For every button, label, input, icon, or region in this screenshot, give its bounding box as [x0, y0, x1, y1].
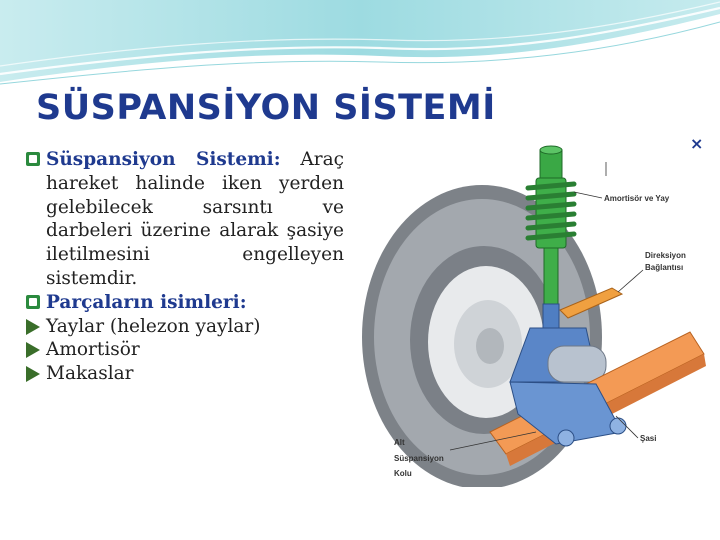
parts-heading-paragraph	[26, 291, 344, 315]
label-alt: Alt	[394, 438, 405, 447]
close-icon[interactable]: ×	[690, 134, 704, 153]
label-baglantisi: Bağlantısı	[645, 263, 684, 272]
label-suspansiyon: Süspansiyon	[394, 454, 444, 463]
definition-text: Araç hareket halinde iken yerden gelebilecek sarsıntı ve darbeleri üzerine alarak şasiye iletilmesini engelleyen sistemdir.	[46, 149, 344, 289]
square-bullet-icon	[26, 295, 40, 309]
label-amortisor-ve-yay: Amortisör ve Yay	[604, 194, 670, 203]
list-item	[26, 362, 344, 386]
label-sasi: Şasi	[640, 434, 657, 443]
list-item	[26, 338, 344, 362]
square-bullet-icon	[26, 152, 40, 166]
part-name: Makaslar	[46, 363, 134, 385]
definition-term: Süspansiyon Sistemi:	[46, 149, 281, 170]
parts-heading: Parçaların isimleri:	[46, 291, 247, 313]
label-kolu: Kolu	[394, 469, 412, 478]
arrow-bullet-icon	[26, 366, 40, 382]
label-direksiyon: Direksiyon	[645, 251, 686, 260]
slide-body	[26, 148, 344, 386]
arrow-bullet-icon	[26, 342, 40, 358]
definition-paragraph	[26, 148, 344, 291]
arrow-bullet-icon	[26, 319, 40, 335]
part-name: Amortisör	[46, 339, 140, 361]
page-title: SÜSPANSİYON SİSTEMİ	[36, 88, 496, 128]
part-name: Yaylar (helezon yaylar)	[46, 315, 261, 337]
header-wave-decoration	[0, 0, 720, 90]
list-item	[26, 315, 344, 339]
suspension-diagram	[360, 132, 710, 487]
